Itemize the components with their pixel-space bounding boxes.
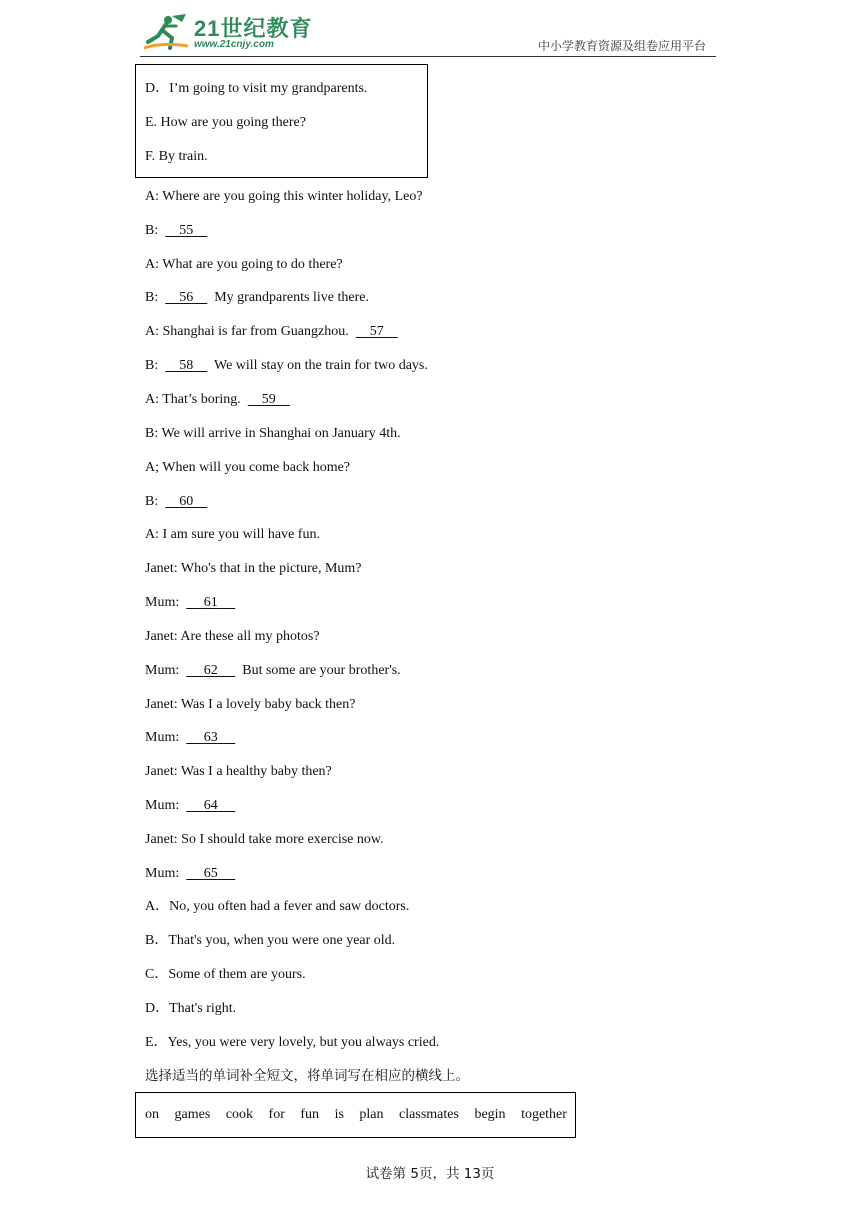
dialog2-line: Mum: 61: [145, 595, 235, 611]
dialog1-line: B: 56 My grandparents live there.: [145, 290, 369, 305]
dialog1-line: A; When will you come back home?: [145, 460, 351, 475]
option-c: C．Some of them are yours.: [145, 967, 306, 982]
dialog1-line: A: I am sure you will have fun.: [145, 527, 320, 542]
word-bank-item: plan: [359, 1107, 384, 1122]
dialog1-line: B: We will arrive in Shanghai on January 4th.: [145, 426, 401, 441]
answer-blank-62[interactable]: 62: [203, 663, 218, 678]
dialog1-line: A: Where are you going this winter holiday, Leo?: [145, 189, 423, 204]
option-b: B．That's you, when you were one year old.: [145, 933, 396, 948]
dialog1-line: B: 60: [145, 494, 207, 510]
option-d: D．That's right.: [145, 1001, 237, 1016]
option-e: E. How are you going there?: [145, 115, 306, 130]
dialog2-line: Janet: Are these all my photos?: [145, 629, 320, 644]
dialog2-line: Janet: Was I a lovely baby back then?: [145, 697, 356, 712]
option-d: D．I’m going to visit my grandparents.: [145, 81, 368, 96]
logo: [142, 10, 312, 54]
answer-blank-55[interactable]: 55: [179, 223, 194, 238]
dialog1-line: B: 58 We will stay on the train for two days.: [145, 358, 428, 373]
word-bank-item: fun: [300, 1107, 320, 1122]
dialog1-line: A: What are you going to do there?: [145, 257, 343, 272]
word-bank-item: is: [334, 1107, 344, 1122]
dialog2-line: Mum: 62 But some are your brother's.: [145, 663, 401, 678]
word-bank-item: begin: [474, 1107, 506, 1122]
word-bank-item: games: [174, 1107, 211, 1122]
logo-text: 21世纪教育: [194, 16, 313, 41]
option-a: A．No, you often had a fever and saw doctors.: [145, 899, 410, 914]
word-bank-item: classmates: [399, 1107, 459, 1122]
page-header: [140, 8, 716, 57]
option-f: F. By train.: [145, 149, 208, 164]
logo-url: www.21cnjy.com: [194, 39, 274, 50]
page-footer: 试卷第 5页，共 13页: [365, 1166, 495, 1182]
answer-blank-60[interactable]: 60: [179, 494, 194, 509]
dialog2-line: Janet: Who's that in the picture, Mum?: [145, 561, 362, 576]
option-e: E．Yes, you were very lovely, but you always cried.: [145, 1035, 440, 1050]
word-bank-item: together: [521, 1107, 567, 1122]
answer-blank-63[interactable]: 63: [203, 730, 218, 745]
instruction: 选择适当的单词补全短文，将单词写在相应的横线上。: [145, 1068, 469, 1084]
answer-blank-58[interactable]: 58: [179, 358, 194, 373]
word-bank-item: on: [145, 1107, 159, 1122]
dialog2-line: Mum: 63: [145, 730, 235, 746]
answer-blank-61[interactable]: 61: [203, 595, 218, 610]
runner-logo-icon: [142, 12, 192, 52]
dialog2-line: Janet: Was I a healthy baby then?: [145, 764, 332, 779]
dialog2-line: Mum: 65: [145, 866, 235, 882]
word-bank: [145, 1107, 567, 1123]
dialog1-line: A: That’s boring. 59: [145, 392, 290, 408]
answer-blank-59[interactable]: 59: [261, 392, 276, 407]
answer-blank-64[interactable]: 64: [203, 798, 218, 813]
answer-blank-65[interactable]: 65: [203, 866, 218, 881]
platform-name: 中小学教育资源及组卷应用平台: [537, 39, 706, 53]
dialog2-line: Janet: So I should take more exercise now.: [145, 832, 384, 847]
answer-blank-56[interactable]: 56: [179, 290, 194, 305]
dialog2-line: Mum: 64: [145, 798, 235, 814]
answer-blank-57[interactable]: 57: [369, 324, 384, 339]
word-bank-item: cook: [225, 1107, 254, 1122]
dialog1-line: B: 55: [145, 223, 207, 239]
dialog1-line: A: Shanghai is far from Guangzhou. 57: [145, 324, 398, 340]
word-bank-item: for: [268, 1107, 285, 1122]
